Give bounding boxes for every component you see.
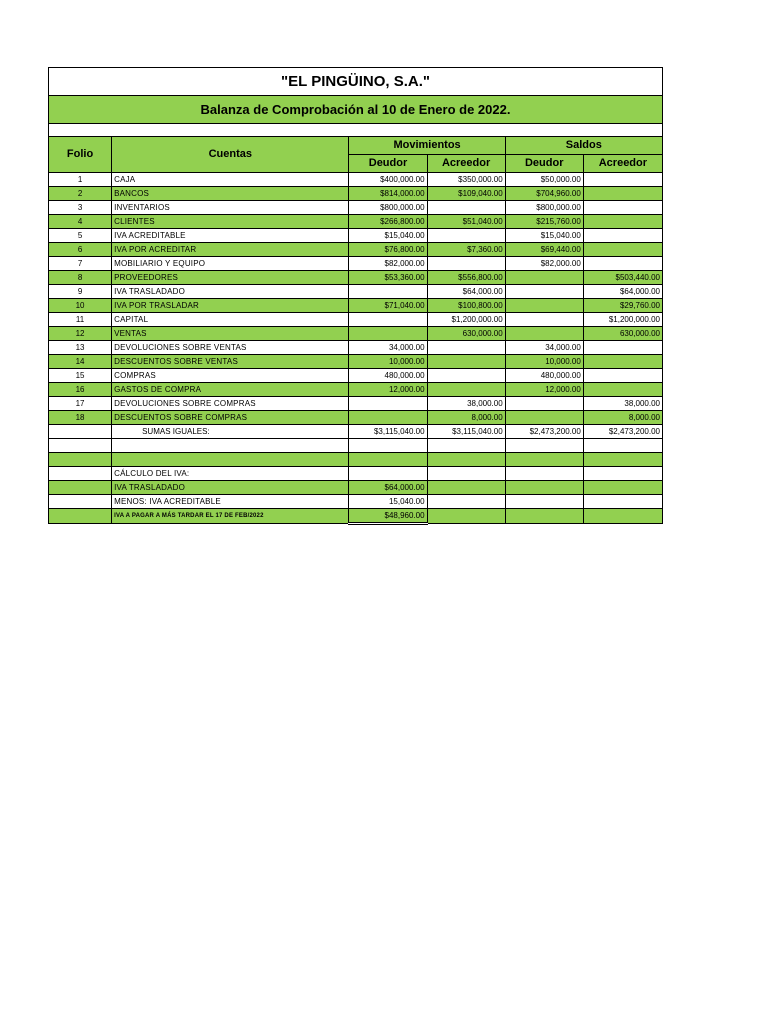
cell[interactable] <box>427 453 505 467</box>
row-mov-acreedor[interactable]: 630,000.00 <box>427 327 505 341</box>
row-cuenta[interactable]: CAJA <box>112 173 349 187</box>
cell[interactable] <box>583 467 662 481</box>
table-row <box>49 285 663 299</box>
iva-acreditable-label[interactable]: MENOS: IVA ACREDITABLE <box>112 495 349 509</box>
row-saldo-acreedor[interactable] <box>583 355 662 369</box>
header-row-1 <box>49 137 663 155</box>
row-mov-acreedor[interactable]: $7,360.00 <box>427 243 505 257</box>
row-cuenta[interactable]: INVENTARIOS <box>112 201 349 215</box>
header-mov-deudor[interactable]: Deudor <box>349 155 427 173</box>
table-row <box>49 271 663 285</box>
header-saldo-deudor[interactable]: Deudor <box>505 155 583 173</box>
table-row <box>49 215 663 229</box>
row-mov-deudor[interactable] <box>349 327 427 341</box>
row-mov-deudor[interactable]: $800,000.00 <box>349 201 427 215</box>
row-mov-deudor[interactable]: 480,000.00 <box>349 369 427 383</box>
row-saldo-deudor[interactable]: $215,760.00 <box>505 215 583 229</box>
row-saldo-acreedor[interactable]: 8,000.00 <box>583 411 662 425</box>
row-mov-acreedor[interactable]: $64,000.00 <box>427 285 505 299</box>
iva-trasladado-value[interactable]: $64,000.00 <box>349 481 427 495</box>
row-saldo-deudor[interactable]: $800,000.00 <box>505 201 583 215</box>
row-saldo-acreedor[interactable] <box>583 383 662 397</box>
cell[interactable] <box>505 467 583 481</box>
row-saldo-deudor[interactable]: 480,000.00 <box>505 369 583 383</box>
totals-and-iva <box>49 425 663 524</box>
row-saldo-deudor[interactable] <box>505 313 583 327</box>
cell[interactable] <box>583 439 662 453</box>
row-mov-acreedor[interactable]: $51,040.00 <box>427 215 505 229</box>
row-mov-acreedor[interactable] <box>427 355 505 369</box>
row-saldo-deudor[interactable] <box>505 285 583 299</box>
row-saldo-deudor[interactable]: 34,000.00 <box>505 341 583 355</box>
row-cuenta[interactable]: COMPRAS <box>112 369 349 383</box>
iva-pagar-label[interactable]: IVA A PAGAR A MÁS TARDAR EL 17 DE FEB/2022 <box>112 509 349 524</box>
cell[interactable] <box>349 467 427 481</box>
cell[interactable] <box>583 453 662 467</box>
row-saldo-deudor[interactable] <box>505 327 583 341</box>
row-folio[interactable]: 5 <box>49 229 112 243</box>
cell[interactable] <box>49 481 112 495</box>
cell[interactable] <box>583 495 662 509</box>
table-row <box>49 341 663 355</box>
row-saldo-deudor[interactable] <box>505 411 583 425</box>
cell[interactable] <box>427 481 505 495</box>
row-saldo-deudor[interactable]: 12,000.00 <box>505 383 583 397</box>
table-row <box>49 411 663 425</box>
cell[interactable] <box>112 439 349 453</box>
row-saldo-deudor[interactable]: $50,000.00 <box>505 173 583 187</box>
row-folio[interactable]: 13 <box>49 341 112 355</box>
spacer-row <box>49 124 663 137</box>
row-saldo-deudor[interactable]: $69,440.00 <box>505 243 583 257</box>
row-saldo-deudor[interactable] <box>505 299 583 313</box>
cell[interactable] <box>49 425 112 439</box>
header-mov-acreedor[interactable]: Acreedor <box>427 155 505 173</box>
iva-title[interactable]: CÁLCULO DEL IVA: <box>112 467 349 481</box>
cell[interactable] <box>427 509 505 524</box>
header-saldo-acreedor[interactable]: Acreedor <box>583 155 662 173</box>
row-cuenta[interactable]: IVA POR TRASLADAR <box>112 299 349 313</box>
cell[interactable] <box>583 481 662 495</box>
row-saldo-deudor[interactable]: 10,000.00 <box>505 355 583 369</box>
row-mov-deudor[interactable]: $82,000.00 <box>349 257 427 271</box>
spacer-cell[interactable] <box>49 124 663 137</box>
header-saldos[interactable]: Saldos <box>505 137 662 155</box>
row-folio[interactable]: 10 <box>49 299 112 313</box>
row-mov-acreedor[interactable]: 8,000.00 <box>427 411 505 425</box>
row-mov-deudor[interactable]: $15,040.00 <box>349 229 427 243</box>
cell[interactable] <box>49 453 112 467</box>
row-folio[interactable]: 16 <box>49 383 112 397</box>
cell[interactable] <box>49 439 112 453</box>
table-row <box>49 299 663 313</box>
row-saldo-acreedor[interactable]: 630,000.00 <box>583 327 662 341</box>
totals-saldo-acreedor[interactable]: $2,473,200.00 <box>583 425 662 439</box>
row-cuenta[interactable]: DESCUENTOS SOBRE VENTAS <box>112 355 349 369</box>
row-mov-deudor[interactable] <box>349 285 427 299</box>
row-cuenta[interactable]: DEVOLUCIONES SOBRE VENTAS <box>112 341 349 355</box>
cell[interactable] <box>427 495 505 509</box>
row-saldo-deudor[interactable]: $82,000.00 <box>505 257 583 271</box>
cell[interactable] <box>505 495 583 509</box>
row-saldo-acreedor[interactable]: $503,440.00 <box>583 271 662 285</box>
row-saldo-acreedor[interactable] <box>583 341 662 355</box>
row-folio[interactable]: 17 <box>49 397 112 411</box>
row-folio[interactable]: 6 <box>49 243 112 257</box>
row-cuenta[interactable]: PROVEEDORES <box>112 271 349 285</box>
row-mov-acreedor[interactable] <box>427 369 505 383</box>
cell[interactable] <box>505 439 583 453</box>
row-saldo-acreedor[interactable]: 38,000.00 <box>583 397 662 411</box>
blank-green-row <box>49 453 663 467</box>
cell[interactable] <box>349 453 427 467</box>
table-row <box>49 257 663 271</box>
cell[interactable] <box>583 509 662 524</box>
row-mov-deudor[interactable]: $53,360.00 <box>349 271 427 285</box>
row-folio[interactable]: 15 <box>49 369 112 383</box>
cell[interactable] <box>49 509 112 524</box>
iva-pagar-row <box>49 509 663 524</box>
row-mov-deudor[interactable]: $814,000.00 <box>349 187 427 201</box>
header-movimientos[interactable]: Movimientos <box>349 137 505 155</box>
row-saldo-acreedor[interactable] <box>583 187 662 201</box>
row-saldo-acreedor[interactable]: $29,760.00 <box>583 299 662 313</box>
row-folio[interactable]: 11 <box>49 313 112 327</box>
cell[interactable] <box>427 439 505 453</box>
row-mov-deudor[interactable]: 34,000.00 <box>349 341 427 355</box>
row-mov-deudor[interactable]: $76,800.00 <box>349 243 427 257</box>
row-mov-deudor[interactable]: $400,000.00 <box>349 173 427 187</box>
row-folio[interactable]: 2 <box>49 187 112 201</box>
iva-trasladado-label[interactable]: IVA TRASLADADO <box>112 481 349 495</box>
row-folio[interactable]: 14 <box>49 355 112 369</box>
cell[interactable] <box>112 453 349 467</box>
row-mov-acreedor[interactable]: $350,000.00 <box>427 173 505 187</box>
table-row <box>49 187 663 201</box>
table-row <box>49 397 663 411</box>
totals-saldo-deudor[interactable]: $2,473,200.00 <box>505 425 583 439</box>
row-saldo-acreedor[interactable] <box>583 173 662 187</box>
row-folio[interactable]: 4 <box>49 215 112 229</box>
row-saldo-acreedor[interactable]: $1,200,000.00 <box>583 313 662 327</box>
table-row <box>49 313 663 327</box>
row-cuenta[interactable]: IVA TRASLADADO <box>112 285 349 299</box>
iva-acreditable-row <box>49 495 663 509</box>
row-mov-acreedor[interactable] <box>427 229 505 243</box>
row-cuenta[interactable]: CAPITAL <box>112 313 349 327</box>
row-mov-deudor[interactable] <box>349 397 427 411</box>
row-cuenta[interactable]: IVA POR ACREDITAR <box>112 243 349 257</box>
row-cuenta[interactable]: DESCUENTOS SOBRE COMPRAS <box>112 411 349 425</box>
row-saldo-acreedor[interactable] <box>583 257 662 271</box>
row-mov-deudor[interactable] <box>349 411 427 425</box>
company-name[interactable]: "EL PINGÜINO, S.A." <box>49 68 663 96</box>
row-cuenta[interactable]: VENTAS <box>112 327 349 341</box>
table-row <box>49 173 663 187</box>
title-row <box>49 68 663 96</box>
iva-trasladado-row <box>49 481 663 495</box>
row-mov-deudor[interactable]: 10,000.00 <box>349 355 427 369</box>
row-mov-acreedor[interactable]: $1,200,000.00 <box>427 313 505 327</box>
table-row <box>49 355 663 369</box>
table-row <box>49 383 663 397</box>
account-rows <box>49 173 663 425</box>
table-row <box>49 201 663 215</box>
row-cuenta[interactable]: IVA ACREDITABLE <box>112 229 349 243</box>
row-saldo-deudor[interactable] <box>505 271 583 285</box>
balance-sheet-table <box>48 67 663 525</box>
cell[interactable] <box>505 481 583 495</box>
row-cuenta[interactable]: GASTOS DE COMPRA <box>112 383 349 397</box>
row-saldo-acreedor[interactable] <box>583 243 662 257</box>
row-folio[interactable]: 1 <box>49 173 112 187</box>
row-saldo-deudor[interactable]: $704,960.00 <box>505 187 583 201</box>
row-mov-acreedor[interactable]: 38,000.00 <box>427 397 505 411</box>
subtitle-row <box>49 96 663 124</box>
row-folio[interactable]: 3 <box>49 201 112 215</box>
table-row <box>49 229 663 243</box>
row-saldo-acreedor[interactable] <box>583 229 662 243</box>
row-folio[interactable]: 9 <box>49 285 112 299</box>
row-cuenta[interactable]: DEVOLUCIONES SOBRE COMPRAS <box>112 397 349 411</box>
row-mov-acreedor[interactable]: $100,800.00 <box>427 299 505 313</box>
iva-acreditable-value[interactable]: 15,040.00 <box>349 495 427 509</box>
row-cuenta[interactable]: MOBILIARIO Y EQUIPO <box>112 257 349 271</box>
totals-row <box>49 425 663 439</box>
cell[interactable] <box>49 495 112 509</box>
row-saldo-deudor[interactable] <box>505 397 583 411</box>
blank-row <box>49 439 663 453</box>
row-mov-acreedor[interactable] <box>427 201 505 215</box>
row-mov-acreedor[interactable] <box>427 257 505 271</box>
header-cuentas[interactable]: Cuentas <box>112 137 349 173</box>
row-mov-deudor[interactable] <box>349 313 427 327</box>
row-mov-deudor[interactable]: $266,800.00 <box>349 215 427 229</box>
cell[interactable] <box>49 467 112 481</box>
row-folio[interactable]: 18 <box>49 411 112 425</box>
row-saldo-acreedor[interactable]: $64,000.00 <box>583 285 662 299</box>
totals-mov-acreedor[interactable]: $3,115,040.00 <box>427 425 505 439</box>
table-row <box>49 327 663 341</box>
row-mov-acreedor[interactable] <box>427 383 505 397</box>
totals-mov-deudor[interactable]: $3,115,040.00 <box>349 425 427 439</box>
cell[interactable] <box>505 509 583 524</box>
totals-label[interactable]: SUMAS IGUALES: <box>112 425 349 439</box>
row-mov-acreedor[interactable]: $556,800.00 <box>427 271 505 285</box>
row-folio[interactable]: 7 <box>49 257 112 271</box>
table-row <box>49 243 663 257</box>
row-mov-deudor[interactable]: 12,000.00 <box>349 383 427 397</box>
report-title[interactable]: Balanza de Comprobación al 10 de Enero de 2022. <box>49 96 663 124</box>
row-saldo-acreedor[interactable] <box>583 201 662 215</box>
row-folio[interactable]: 12 <box>49 327 112 341</box>
cell[interactable] <box>427 467 505 481</box>
table-row <box>49 369 663 383</box>
row-mov-acreedor[interactable]: $109,040.00 <box>427 187 505 201</box>
row-mov-acreedor[interactable] <box>427 341 505 355</box>
row-cuenta[interactable]: CLIENTES <box>112 215 349 229</box>
row-saldo-acreedor[interactable] <box>583 215 662 229</box>
row-saldo-deudor[interactable]: $15,040.00 <box>505 229 583 243</box>
iva-pagar-value[interactable]: $48,960.00 <box>349 509 427 524</box>
row-mov-deudor[interactable]: $71,040.00 <box>349 299 427 313</box>
row-cuenta[interactable]: BANCOS <box>112 187 349 201</box>
iva-title-row <box>49 467 663 481</box>
row-folio[interactable]: 8 <box>49 271 112 285</box>
row-saldo-acreedor[interactable] <box>583 369 662 383</box>
cell[interactable] <box>349 439 427 453</box>
header-folio[interactable]: Folio <box>49 137 112 173</box>
cell[interactable] <box>505 453 583 467</box>
